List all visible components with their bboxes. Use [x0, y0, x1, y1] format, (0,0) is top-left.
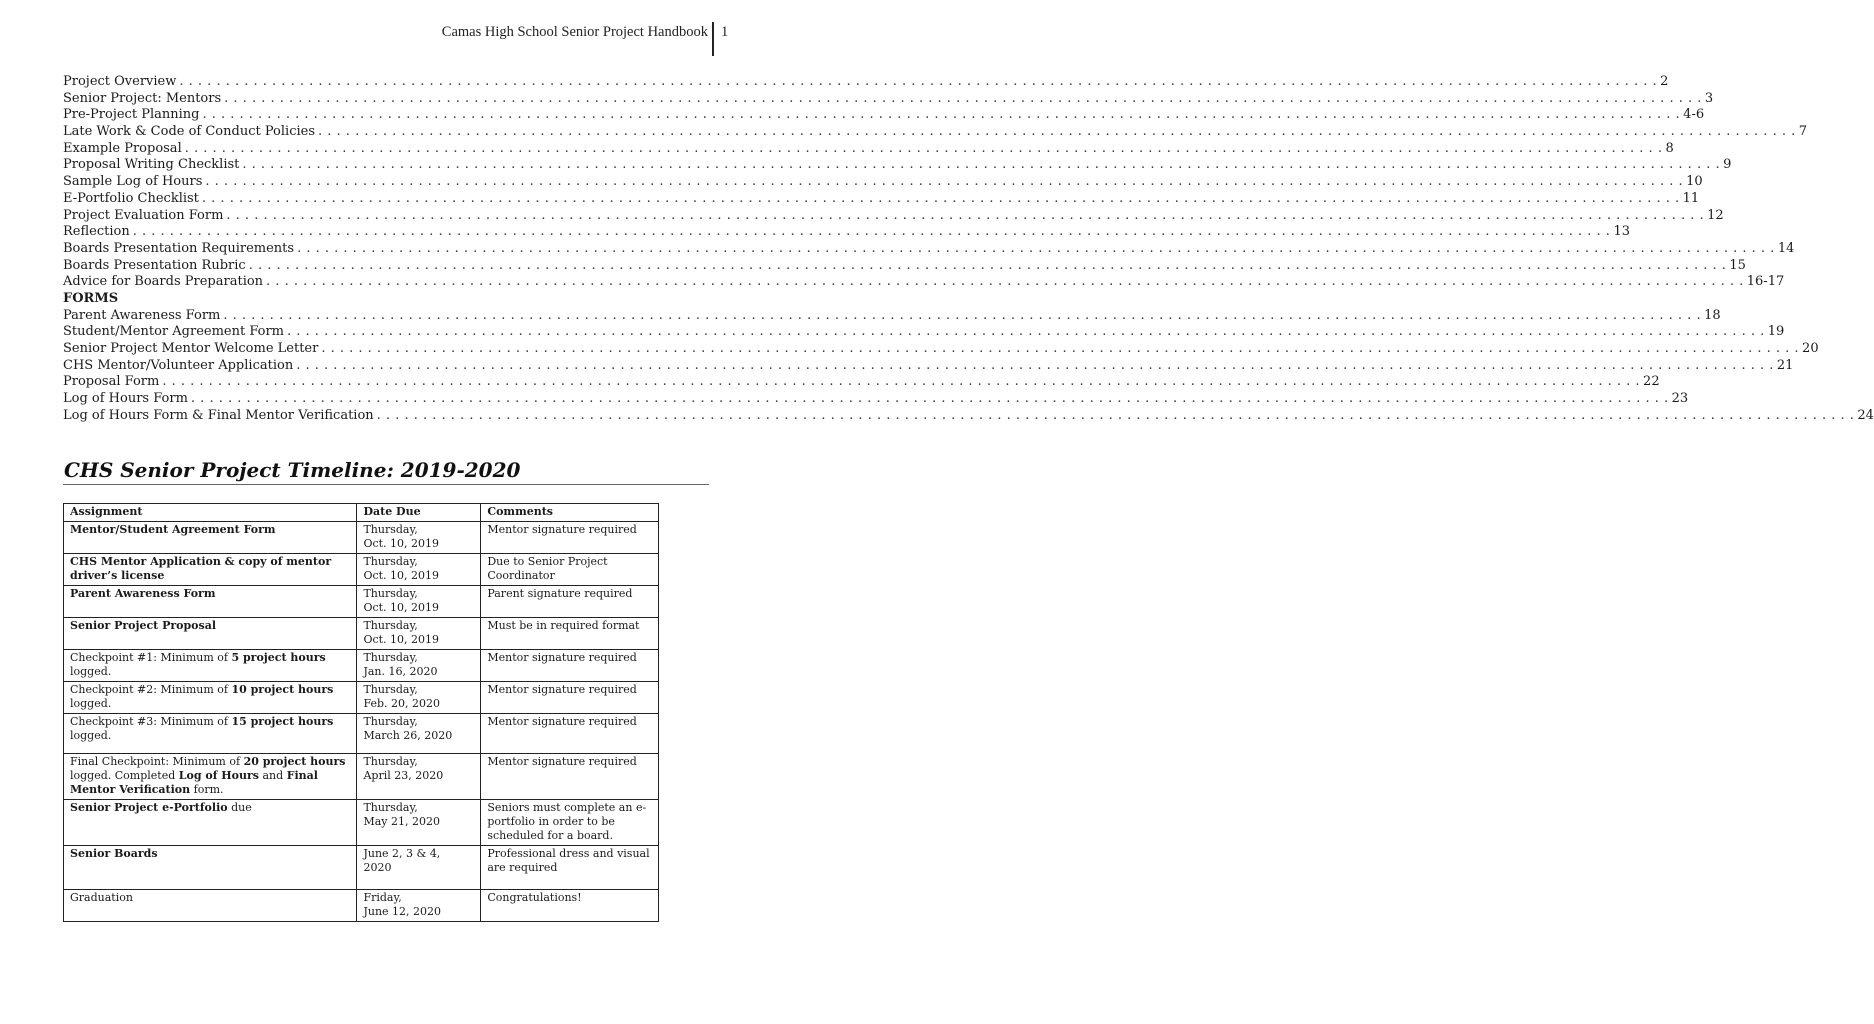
timeline-row — [64, 846, 659, 890]
toc-entry-page: 10 — [1686, 174, 1703, 190]
date-due-line: Oct. 10, 2019 — [363, 601, 440, 614]
timeline-body — [64, 522, 659, 922]
toc-entry[interactable] — [63, 257, 1746, 275]
toc-entry[interactable] — [63, 124, 1808, 141]
timeline-row — [64, 754, 659, 800]
toc-entry[interactable] — [63, 240, 1795, 258]
date-due-cell — [357, 754, 481, 800]
toc-entry[interactable] — [63, 157, 1732, 174]
timeline-row — [64, 682, 659, 714]
comment-cell: Mentor signature required — [481, 522, 659, 554]
toc-entry[interactable] — [63, 357, 1794, 375]
toc-entry[interactable] — [63, 274, 1785, 291]
toc-entry-page: 15 — [1729, 257, 1746, 273]
toc-entry-page: 2 — [1660, 74, 1669, 89]
toc-entry[interactable] — [63, 207, 1724, 225]
date-due-cell — [357, 650, 481, 682]
timeline-title-rule — [63, 484, 709, 485]
assignment-text: Checkpoint #3: Minimum of — [70, 715, 232, 728]
date-due-line: Oct. 10, 2019 — [363, 569, 440, 582]
assignment-cell — [64, 800, 357, 846]
date-due-line: Thursday, — [363, 801, 418, 814]
assignment-cell — [64, 682, 357, 714]
timeline-row — [64, 650, 659, 682]
toc-entry[interactable] — [63, 407, 1874, 425]
toc-entry-label: Proposal Form — [63, 374, 160, 390]
comment-cell: Mentor signature required — [481, 682, 659, 714]
toc-dot-leader: . . . . . . . . . . . . . . . . . . . . . . . . . . . . . . . . . . . . . . . . . . . . . . . . . . . . . . . . . . . . . . . . . . . . . . . . . . . . . . . . . . . . . . . . . . . . . . . . . . . . . . . . . . . . . . . . . . . . . . . . . . . . . . . . . . . . . . . . . . . . . . . . . . . . . . . . . . . . . . . . — [297, 240, 1775, 256]
assignment-text: Senior Project Proposal — [70, 619, 217, 632]
date-due-line: April 23, 2020 — [363, 769, 444, 782]
assignment-text: 10 project hours — [231, 683, 334, 696]
toc-dot-leader: . . . . . . . . . . . . . . . . . . . . . . . . . . . . . . . . . . . . . . . . . . . . . . . . . . . . . . . . . . . . . . . . . . . . . . . . . . . . . . . . . . . . . . . . . . . . . . . . . . . . . . . . . . . . . . . . . . . . . . . . . . . . . . . . . . . . . . . . . . . . . . . . . . . . . . . . . . . . . . . . — [296, 357, 1774, 373]
toc-entry-page: 22 — [1643, 374, 1660, 390]
toc-entry-page: 23 — [1671, 391, 1689, 407]
toc-entry[interactable] — [63, 324, 1785, 341]
toc-entry-page: 21 — [1776, 357, 1794, 373]
timeline-row — [64, 800, 659, 846]
assignment-cell — [64, 522, 357, 554]
toc-entry-label: E-Portfolio Checklist — [63, 190, 199, 206]
assignment-text: Final Checkpoint: Minimum of — [70, 755, 244, 768]
toc-entry[interactable] — [63, 107, 1705, 124]
header-divider — [712, 22, 714, 56]
toc-entry-page: 19 — [1767, 324, 1785, 340]
toc-entry-label: Boards Presentation Requirements — [63, 240, 295, 256]
toc-entry-label: Log of Hours Form — [63, 391, 188, 407]
timeline-row — [64, 522, 659, 554]
date-due-line: Thursday, — [363, 715, 418, 728]
toc-dot-leader: . . . . . . . . . . . . . . . . . . . . . . . . . . . . . . . . . . . . . . . . . . . . . . . . . . . . . . . . . . . . . . . . . . . . . . . . . . . . . . . . . . . . . . . . . . . . . . . . . . . . . . . . . . . . . . . . . . . . . . . . . . . . . . . . . . . . . . . . . . . . . . . . . . . . . . . . . . . . . . . . — [132, 224, 1611, 240]
assignment-cell — [64, 890, 357, 922]
timeline-row — [64, 890, 659, 922]
date-due-line: Jan. 16, 2020 — [363, 665, 438, 678]
toc-entry-label: Project Evaluation Form — [63, 207, 224, 223]
assignment-text: Log of Hours — [178, 769, 259, 782]
toc-entry[interactable] — [63, 190, 1700, 208]
assignment-text: logged. — [70, 729, 112, 742]
date-due-line: Thursday, — [363, 555, 418, 568]
toc-dot-leader: . . . . . . . . . . . . . . . . . . . . . . . . . . . . . . . . . . . . . . . . . . . . . . . . . . . . . . . . . . . . . . . . . . . . . . . . . . . . . . . . . . . . . . . . . . . . . . . . . . . . . . . . . . . . . . . . . . . . . . . . . . . . . . . . . . . . . . . . . . . . . . . . . . . . . . . . . . . . . . . . — [226, 207, 1705, 223]
toc-entry-label: Student/Mentor Agreement Form — [63, 324, 285, 340]
assignment-text: Senior Project e-Portfolio — [70, 801, 228, 814]
toc-entry-page: 3 — [1704, 90, 1714, 106]
date-due-line: Thursday, — [363, 683, 418, 696]
timeline-row — [64, 554, 659, 586]
toc-entry-page: 14 — [1777, 240, 1795, 256]
assignment-cell — [64, 650, 357, 682]
toc-entry-label: Proposal Writing Checklist — [63, 157, 240, 173]
assignment-text: CHS Mentor Application & copy of mentor driver’s license — [70, 555, 332, 582]
date-due-cell — [357, 890, 481, 922]
toc-entry-label: Sample Log of Hours — [63, 174, 203, 190]
timeline-row — [64, 618, 659, 650]
date-due-line: Feb. 20, 2020 — [363, 697, 441, 710]
toc-dot-leader: . . . . . . . . . . . . . . . . . . . . . . . . . . . . . . . . . . . . . . . . . . . . . . . . . . . . . . . . . . . . . . . . . . . . . . . . . . . . . . . . . . . . . . . . . . . . . . . . . . . . . . . . . . . . . . . . . . . . . . . . . . . . . . . . . . . . . . . . . . . . . . . . . . . . . . . . . . . . . . . . — [287, 324, 1765, 340]
toc-entry[interactable] — [63, 341, 1819, 358]
assignment-text: Final Mentor Verification — [70, 769, 318, 796]
comment-cell: Seniors must complete an e-portfolio in order to be scheduled for a board. — [481, 800, 659, 846]
assignment-cell — [64, 754, 357, 800]
toc-entry[interactable] — [63, 224, 1630, 241]
comment-cell: Mentor signature required — [481, 650, 659, 682]
date-due-line: Thursday, — [363, 651, 418, 664]
toc-dot-leader: . . . . . . . . . . . . . . . . . . . . . . . . . . . . . . . . . . . . . . . . . . . . . . . . . . . . . . . . . . . . . . . . . . . . . . . . . . . . . . . . . . . . . . . . . . . . . . . . . . . . . . . . . . . . . . . . . . . . . . . . . . . . . . . . . . . . . . . . . . . . . . . . . . . . . . . . . . . . . . . . — [321, 341, 1800, 356]
date-due-cell — [357, 522, 481, 554]
toc-dot-leader: . . . . . . . . . . . . . . . . . . . . . . . . . . . . . . . . . . . . . . . . . . . . . . . . . . . . . . . . . . . . . . . . . . . . . . . . . . . . . . . . . . . . . . . . . . . . . . . . . . . . . . . . . . . . . . . . . . . . . . . . . . . . . . . . . . . . . . . . . . . . . . . . . . . . . . . . . . . . . . . . — [223, 307, 1702, 323]
toc-entry-page: 16-17 — [1746, 274, 1785, 290]
date-due-cell — [357, 682, 481, 714]
date-due-cell — [357, 846, 481, 890]
date-due-line: May 21, 2020 — [363, 815, 440, 828]
date-due-line: Friday, — [363, 891, 402, 904]
timeline-header-row — [64, 504, 659, 522]
column-header-date-due: Date Due — [357, 504, 481, 522]
toc-entry-label: CHS Mentor/Volunteer Application — [63, 357, 294, 373]
date-due-cell — [357, 714, 481, 754]
table-of-contents — [63, 74, 1874, 424]
toc-entry-page: 20 — [1802, 341, 1819, 356]
date-due-line: Thursday, — [363, 755, 418, 768]
timeline-table — [63, 503, 659, 922]
toc-dot-leader: . . . . . . . . . . . . . . . . . . . . . . . . . . . . . . . . . . . . . . . . . . . . . . . . . . . . . . . . . . . . . . . . . . . . . . . . . . . . . . . . . . . . . . . . . . . . . . . . . . . . . . . . . . . . . . . . . . . . . . . . . . . . . . . . . . . . . . . . . . . . . . . . . . . . . . . . . . . . . . . . — [184, 140, 1663, 156]
toc-entry[interactable] — [63, 374, 1660, 391]
date-due-cell — [357, 618, 481, 650]
toc-entry-label: Project Overview — [63, 74, 177, 89]
assignment-text: 15 project hours — [231, 715, 334, 728]
date-due-line: 2020 — [363, 861, 392, 874]
toc-forms-section — [63, 307, 1874, 425]
toc-dot-leader: . . . . . . . . . . . . . . . . . . . . . . . . . . . . . . . . . . . . . . . . . . . . . . . . . . . . . . . . . . . . . . . . . . . . . . . . . . . . . . . . . . . . . . . . . . . . . . . . . . . . . . . . . . . . . . . . . . . . . . . . . . . . . . . . . . . . . . . . . . . . . . . . . . . . . . . . . . . . . . . . — [376, 407, 1855, 423]
comment-cell: Congratulations! — [481, 890, 659, 922]
toc-dot-leader: . . . . . . . . . . . . . . . . . . . . . . . . . . . . . . . . . . . . . . . . . . . . . . . . . . . . . . . . . . . . . . . . . . . . . . . . . . . . . . . . . . . . . . . . . . . . . . . . . . . . . . . . . . . . . . . . . . . . . . . . . . . . . . . . . . . . . . . . . . . . . . . . . . . . . . . . . . . . . . . . — [190, 391, 1669, 407]
toc-dot-leader: . . . . . . . . . . . . . . . . . . . . . . . . . . . . . . . . . . . . . . . . . . . . . . . . . . . . . . . . . . . . . . . . . . . . . . . . . . . . . . . . . . . . . . . . . . . . . . . . . . . . . . . . . . . . . . . . . . . . . . . . . . . . . . . . . . . . . . . . . . . . . . . . . . . . . . . . . . . . . . . . — [266, 274, 1744, 290]
toc-dot-leader: . . . . . . . . . . . . . . . . . . . . . . . . . . . . . . . . . . . . . . . . . . . . . . . . . . . . . . . . . . . . . . . . . . . . . . . . . . . . . . . . . . . . . . . . . . . . . . . . . . . . . . . . . . . . . . . . . . . . . . . . . . . . . . . . . . . . . . . . . . . . . . . . . . . . . . . . . . . . . . . . — [162, 374, 1641, 390]
column-header-assignment: Assignment — [64, 504, 357, 522]
assignment-text: Mentor/Student Agreement Form — [70, 523, 276, 536]
toc-entry-page: 24 — [1857, 407, 1874, 423]
toc-entry-label: Senior Project Mentor Welcome Letter — [63, 341, 319, 356]
date-due-line: June 12, 2020 — [363, 905, 442, 918]
date-due-line: Thursday, — [363, 587, 418, 600]
timeline-row — [64, 714, 659, 754]
toc-entry-label: Example Proposal — [63, 140, 182, 156]
date-due-line: Oct. 10, 2019 — [363, 537, 440, 550]
toc-dot-leader: . . . . . . . . . . . . . . . . . . . . . . . . . . . . . . . . . . . . . . . . . . . . . . . . . . . . . . . . . . . . . . . . . . . . . . . . . . . . . . . . . . . . . . . . . . . . . . . . . . . . . . . . . . . . . . . . . . . . . . . . . . . . . . . . . . . . . . . . . . . . . . . . . . . . . . . . . . . . . . . . — [202, 107, 1681, 123]
toc-entry-page: 7 — [1798, 124, 1808, 140]
toc-dot-leader: . . . . . . . . . . . . . . . . . . . . . . . . . . . . . . . . . . . . . . . . . . . . . . . . . . . . . . . . . . . . . . . . . . . . . . . . . . . . . . . . . . . . . . . . . . . . . . . . . . . . . . . . . . . . . . . . . . . . . . . . . . . . . . . . . . . . . . . . . . . . . . . . . . . . . . . . . . . . . . . . — [248, 257, 1727, 273]
toc-entry[interactable] — [63, 307, 1721, 325]
toc-entry[interactable] — [63, 74, 1669, 91]
page-header — [0, 22, 770, 58]
toc-entry-page: 4-6 — [1683, 107, 1705, 123]
toc-entry-page: 13 — [1613, 224, 1630, 240]
assignment-cell — [64, 554, 357, 586]
comment-cell: Due to Senior Project Coordinator — [481, 554, 659, 586]
date-due-line: Thursday, — [363, 523, 418, 536]
toc-entry[interactable] — [63, 140, 1674, 158]
toc-entry-label: Pre-Project Planning — [63, 107, 200, 123]
comment-cell: Mentor signature required — [481, 754, 659, 800]
toc-entry-page: 18 — [1704, 307, 1721, 323]
assignment-text: Checkpoint #1: Minimum of — [70, 651, 232, 664]
comment-cell: Must be in required format — [481, 618, 659, 650]
assignment-text: logged. Completed — [70, 769, 179, 782]
toc-main-section — [63, 74, 1808, 291]
comment-cell: Professional dress and visual are required — [481, 846, 659, 890]
toc-entry-page: 12 — [1707, 207, 1724, 223]
toc-entry-label: Boards Presentation Rubric — [63, 257, 246, 273]
assignment-text: and — [259, 769, 287, 782]
assignment-cell — [64, 846, 357, 890]
date-due-line: June 2, 3 & 4, — [363, 847, 441, 860]
toc-entry-label: Senior Project: Mentors — [63, 90, 222, 106]
assignment-text: Senior Boards — [70, 847, 158, 860]
column-header-comments: Comments — [481, 504, 659, 522]
assignment-text: logged. — [70, 665, 112, 678]
toc-dot-leader: . . . . . . . . . . . . . . . . . . . . . . . . . . . . . . . . . . . . . . . . . . . . . . . . . . . . . . . . . . . . . . . . . . . . . . . . . . . . . . . . . . . . . . . . . . . . . . . . . . . . . . . . . . . . . . . . . . . . . . . . . . . . . . . . . . . . . . . . . . . . . . . . . . . . . . . . . . . . . . . . — [224, 90, 1702, 106]
assignment-text: due — [227, 801, 252, 814]
date-due-line: Oct. 10, 2019 — [363, 633, 440, 646]
toc-forms-heading: FORMS — [63, 290, 119, 306]
assignment-text: 20 project hours — [243, 755, 346, 768]
page-number: 1 — [721, 24, 729, 40]
assignment-cell — [64, 586, 357, 618]
date-due-line: March 26, 2020 — [363, 729, 453, 742]
assignment-text: Checkpoint #2: Minimum of — [70, 683, 232, 696]
assignment-text: 5 project hours — [231, 651, 326, 664]
assignment-text: logged. — [70, 697, 112, 710]
toc-entry-label: Reflection — [63, 224, 130, 240]
date-due-cell — [357, 586, 481, 618]
toc-entry[interactable] — [63, 90, 1714, 108]
timeline-row — [64, 586, 659, 618]
date-due-cell — [357, 800, 481, 846]
toc-dot-leader: . . . . . . . . . . . . . . . . . . . . . . . . . . . . . . . . . . . . . . . . . . . . . . . . . . . . . . . . . . . . . . . . . . . . . . . . . . . . . . . . . . . . . . . . . . . . . . . . . . . . . . . . . . . . . . . . . . . . . . . . . . . . . . . . . . . . . . . . . . . . . . . . . . . . . . . . . . . . . . . . — [242, 157, 1721, 173]
toc-entry-page: 8 — [1665, 140, 1674, 156]
toc-entry-page: 9 — [1723, 157, 1732, 173]
toc-entry-label: Log of Hours Form & Final Mentor Verification — [63, 407, 374, 423]
assignment-cell — [64, 618, 357, 650]
header-title: Camas High School Senior Project Handbook — [441, 24, 708, 40]
toc-dot-leader: . . . . . . . . . . . . . . . . . . . . . . . . . . . . . . . . . . . . . . . . . . . . . . . . . . . . . . . . . . . . . . . . . . . . . . . . . . . . . . . . . . . . . . . . . . . . . . . . . . . . . . . . . . . . . . . . . . . . . . . . . . . . . . . . . . . . . . . . . . . . . . . . . . . . . . . . . . . . . . . . — [318, 124, 1796, 140]
assignment-text: Graduation — [70, 891, 133, 904]
assignment-cell — [64, 714, 357, 754]
date-due-line: Thursday, — [363, 619, 418, 632]
toc-entry-label: Parent Awareness Form — [63, 307, 221, 323]
comment-cell: Parent signature required — [481, 586, 659, 618]
toc-entry[interactable] — [63, 391, 1689, 408]
toc-entry-page: 11 — [1682, 190, 1700, 206]
assignment-text: Parent Awareness Form — [70, 587, 216, 600]
toc-dot-leader: . . . . . . . . . . . . . . . . . . . . . . . . . . . . . . . . . . . . . . . . . . . . . . . . . . . . . . . . . . . . . . . . . . . . . . . . . . . . . . . . . . . . . . . . . . . . . . . . . . . . . . . . . . . . . . . . . . . . . . . . . . . . . . . . . . . . . . . . . . . . . . . . . . . . . . . . . . . . . . . . — [179, 74, 1658, 89]
date-due-cell — [357, 554, 481, 586]
timeline-title: CHS Senior Project Timeline: 2019-2020 — [64, 458, 521, 482]
toc-dot-leader: . . . . . . . . . . . . . . . . . . . . . . . . . . . . . . . . . . . . . . . . . . . . . . . . . . . . . . . . . . . . . . . . . . . . . . . . . . . . . . . . . . . . . . . . . . . . . . . . . . . . . . . . . . . . . . . . . . . . . . . . . . . . . . . . . . . . . . . . . . . . . . . . . . . . . . . . . . . . . . . . — [205, 174, 1684, 190]
toc-dot-leader: . . . . . . . . . . . . . . . . . . . . . . . . . . . . . . . . . . . . . . . . . . . . . . . . . . . . . . . . . . . . . . . . . . . . . . . . . . . . . . . . . . . . . . . . . . . . . . . . . . . . . . . . . . . . . . . . . . . . . . . . . . . . . . . . . . . . . . . . . . . . . . . . . . . . . . . . . . . . . . . . — [201, 190, 1680, 206]
assignment-text: form. — [190, 783, 224, 796]
toc-entry-label: Advice for Boards Preparation — [63, 274, 264, 290]
toc-entry-label: Late Work & Code of Conduct Policies — [63, 124, 316, 140]
comment-cell: Mentor signature required — [481, 714, 659, 754]
toc-entry[interactable] — [63, 174, 1703, 191]
